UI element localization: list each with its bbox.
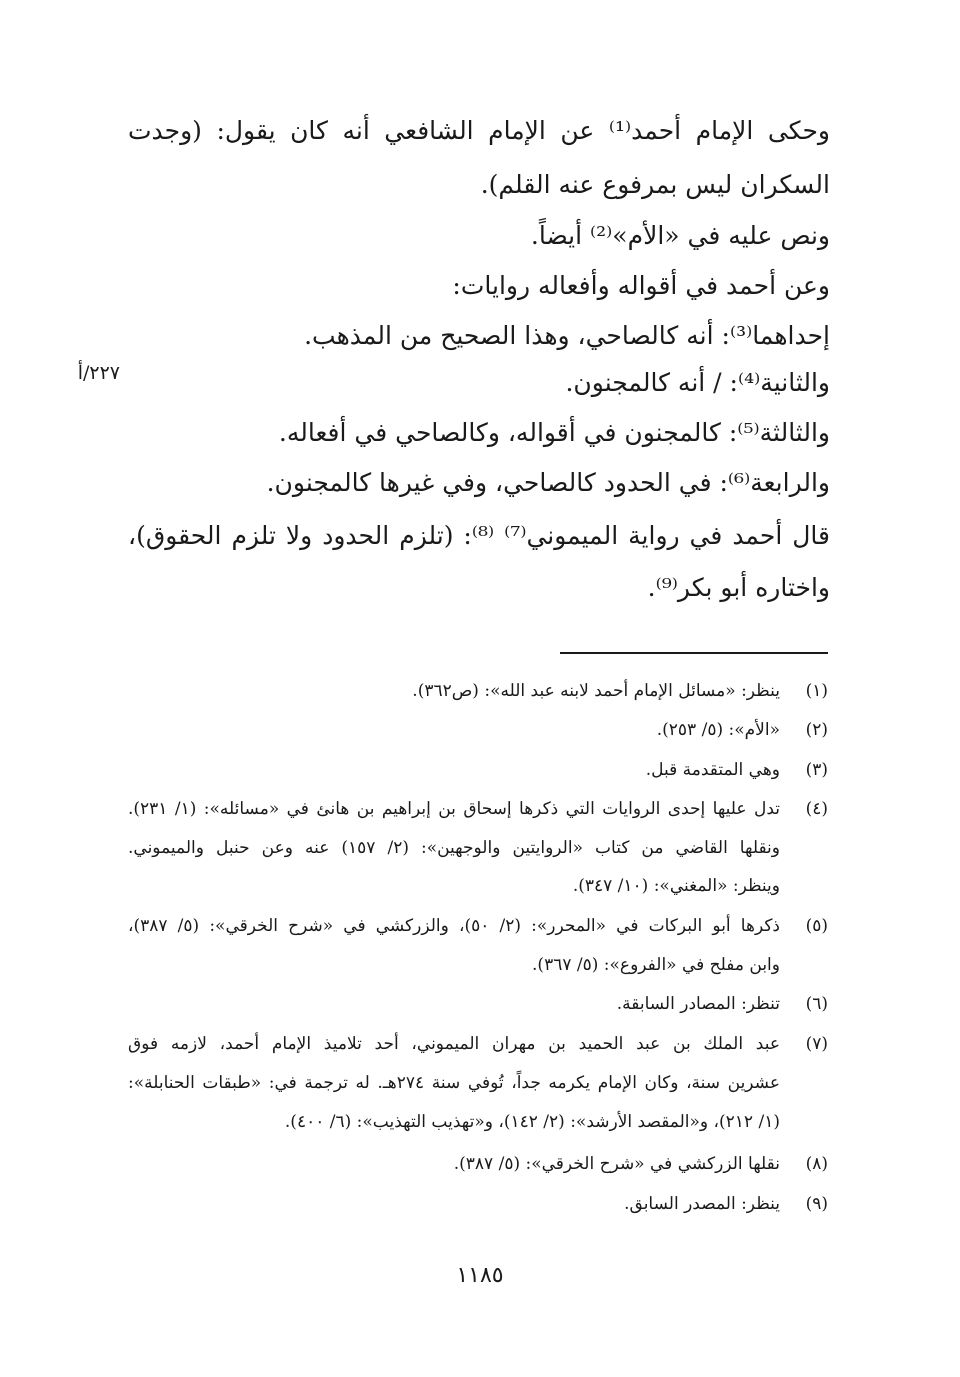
main-text-line: واختاره أبو بكر⁽⁹⁾.: [647, 573, 830, 602]
footnote-text: وابن مفلح في «الفروع»: (٥/ ٣٦٧).: [532, 955, 780, 975]
footnote-text: تدل عليها إحدى الروايات التي ذكرها إسحاق بن إبراهيم بن هانئ في «مسائله»: (١/ ٢٣١).: [128, 799, 780, 819]
footnote-text: عبد الملك بن عبد الحميد بن مهران الميموني، أحد تلاميذ الإمام أحمد، لازمه فوق: [128, 1034, 780, 1054]
main-text-line: والثانية⁽⁴⁾: / أنه كالمجنون.: [565, 368, 830, 397]
footnote-text: ينظر: المصدر السابق.: [624, 1194, 780, 1214]
main-text-line: والرابعة⁽⁶⁾: في الحدود كالصاحي، وفي غيرها كالمجنون.: [266, 468, 830, 497]
footnote-number: (٧): [805, 1034, 828, 1054]
footnote-text: ينظر: «مسائل الإمام أحمد لابنه عبد الله»: (ص٣٦٢).: [412, 681, 780, 701]
footnote-text: ونقلها القاضي من كتاب «الروايتين والوجهين»: (٢/ ١٥٧) عنه وعن حنبل والميموني.: [128, 838, 780, 858]
main-text-line: وحكى الإمام أحمد⁽¹⁾ عن الإمام الشافعي أنه كان يقول: (وجدت: [128, 116, 830, 145]
main-text-line: وعن أحمد في أقواله وأفعاله روايات:: [452, 271, 830, 300]
footnote-number: (٦): [805, 994, 828, 1014]
footnote-number: (٩): [805, 1194, 828, 1214]
footnote-text: ذكرها أبو البركات في «المحرر»: (٢/ ٥٠)، والزركشي في «شرح الخرقي»: (٥/ ٣٨٧)،: [128, 916, 780, 936]
footnote-text: نقلها الزركشي في «شرح الخرقي»: (٥/ ٣٨٧).: [453, 1154, 780, 1174]
main-text-line: ونص عليه في «الأم»⁽²⁾ أيضاً.: [530, 221, 830, 250]
footnote-number: (٨): [805, 1154, 828, 1174]
footnote-number: (٢): [805, 720, 828, 740]
footnote-number: (٥): [805, 916, 828, 936]
footnote-number: (١): [805, 681, 828, 701]
manuscript-folio-marker: ٢٢٧/أ: [77, 362, 120, 384]
footnote-number: (٤): [805, 799, 828, 819]
footnote-text: «الأم»: (٥/ ٢٥٣).: [656, 720, 780, 740]
main-text-line: والثالثة⁽⁵⁾: كالمجنون في أقواله، وكالصاحي في أفعاله.: [278, 418, 830, 447]
main-text-line: إحداهما⁽³⁾: أنه كالصاحي، وهذا الصحيح من المذهب.: [304, 321, 830, 350]
footnote-text: وينظر: «المغني»: (١٠/ ٣٤٧).: [572, 876, 780, 896]
footnote-text: تنظر: المصادر السابقة.: [616, 994, 780, 1014]
footnote-text: (١/ ٢١٢)، و«المقصد الأرشد»: (٢/ ١٤٢)، و«تهذيب التهذيب»: (٦/ ٤٠٠).: [284, 1112, 780, 1132]
page-number: ١١٨٥: [456, 1263, 504, 1288]
main-text-line: السكران ليس بمرفوع عنه القلم).: [480, 170, 830, 199]
footnote-text: وهي المتقدمة قبل.: [645, 760, 780, 780]
footnote-number: (٣): [805, 760, 828, 780]
main-text-line: قال أحمد في رواية الميموني⁽⁷⁾ ⁽⁸⁾: (تلزم الحدود ولا تلزم الحقوق)،: [128, 521, 830, 550]
footnote-text: عشرين سنة، وكان الإمام يكرمه جداً، تُوفي سنة ٢٧٤هـ. له ترجمة في: «طبقات الحنابلة»:: [128, 1073, 780, 1093]
footnote-divider: [560, 652, 828, 654]
